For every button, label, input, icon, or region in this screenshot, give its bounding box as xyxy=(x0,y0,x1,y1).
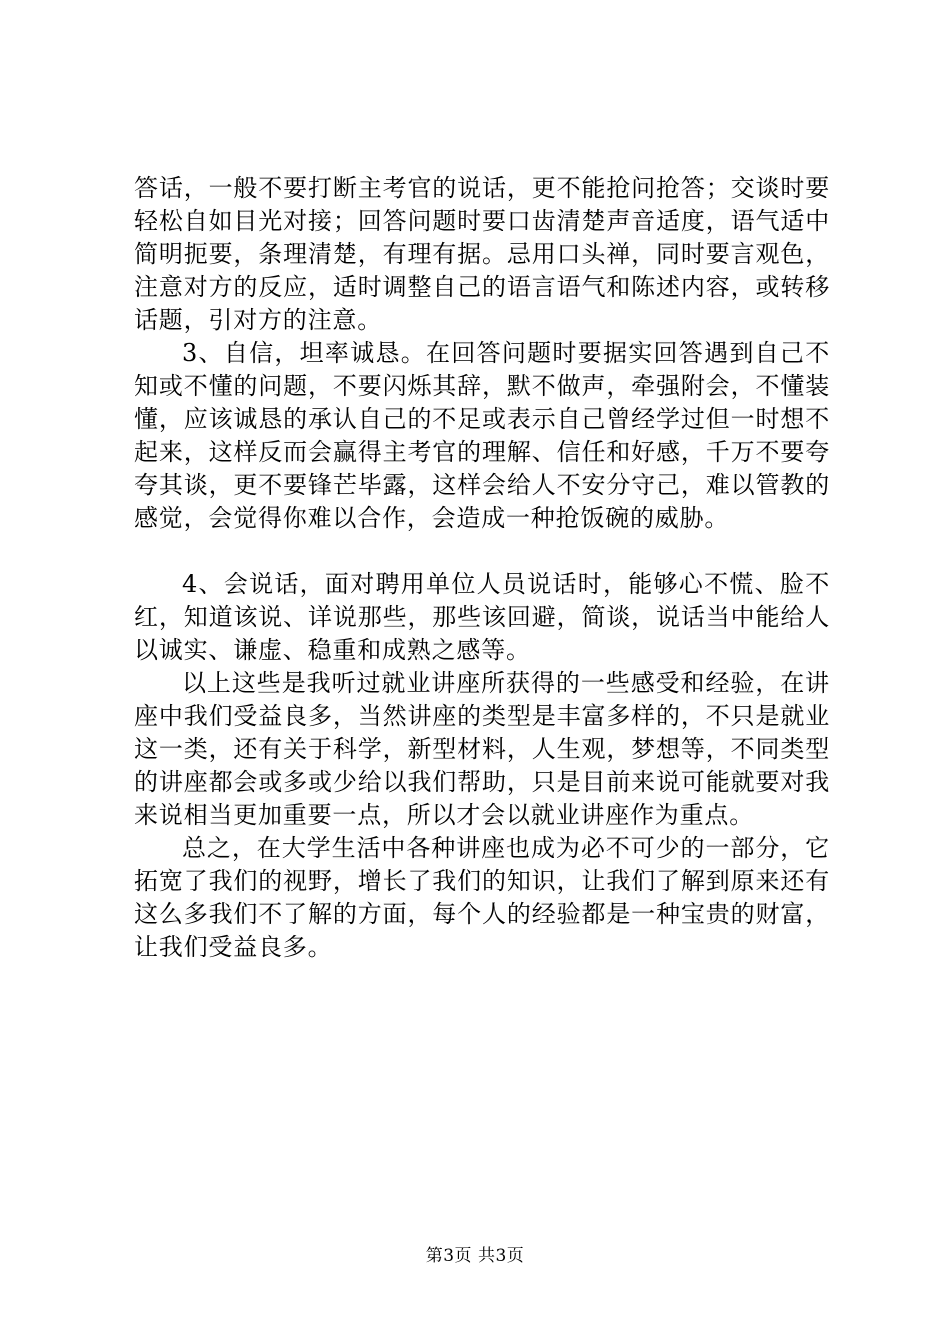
page-number-footer: 第3页 共3页 xyxy=(425,1246,525,1266)
paragraph-lecture-experience: 以上这些是我听过就业讲座所获得的一些感受和经验，在讲座中我们受益良多，当然讲座的类型是丰富多样的，不只是就业这一类，还有关于科学，新型材料，人生观，梦想等，不同类型的讲座都会或多或少给以我们帮助，只是目前来说可能就要对我来说相当更加重要一点，所以才会以就业讲座作为重点。 xyxy=(134,669,830,829)
paragraph-confidence: 3、自信，坦率诚恳。在回答问题时要据实回答遇到自己不知或不懂的问题，不要闪烁其辞，默不做声，牵强附会，不懂装懂，应该诚恳的承认自己的不足或表示自己曾经学过但一时想不起来，这样反而会赢得主考官的理解、信任和好感，千万不要夸夸其谈，更不要锋芒毕露，这样会给人不安分守己，难以管教的感觉，会觉得你难以合作，会造成一种抢饭碗的威胁。 xyxy=(134,339,830,532)
paragraph-answering-tips: 答话，一般不要打断主考官的说话，更不能抢问抢答；交谈时要轻松自如目光对接；回答问题时要口齿清楚声音适度，语气适中简明扼要，条理清楚，有理有据。忌用口头禅，同时要言观色，注意对方的反应，适时调整自己的语言语气和陈述内容，或转移话题，引对方的注意。 xyxy=(134,174,830,334)
document-body xyxy=(134,172,830,964)
paragraph-conclusion: 总之，在大学生活中各种讲座也成为必不可少的一部分，它拓宽了我们的视野，增长了我们的知识，让我们了解到原来还有这么多我们不了解的方面，每个人的经验都是一种宝贵的财富，让我们受益良多。 xyxy=(134,834,830,961)
paragraph-speaking: 4、会说话，面对聘用单位人员说话时，能够心不慌、脸不红，知道该说、详说那些，那些该回避，简谈，说话当中能给人以诚实、谦虚、稳重和成熟之感等。 xyxy=(134,570,830,664)
